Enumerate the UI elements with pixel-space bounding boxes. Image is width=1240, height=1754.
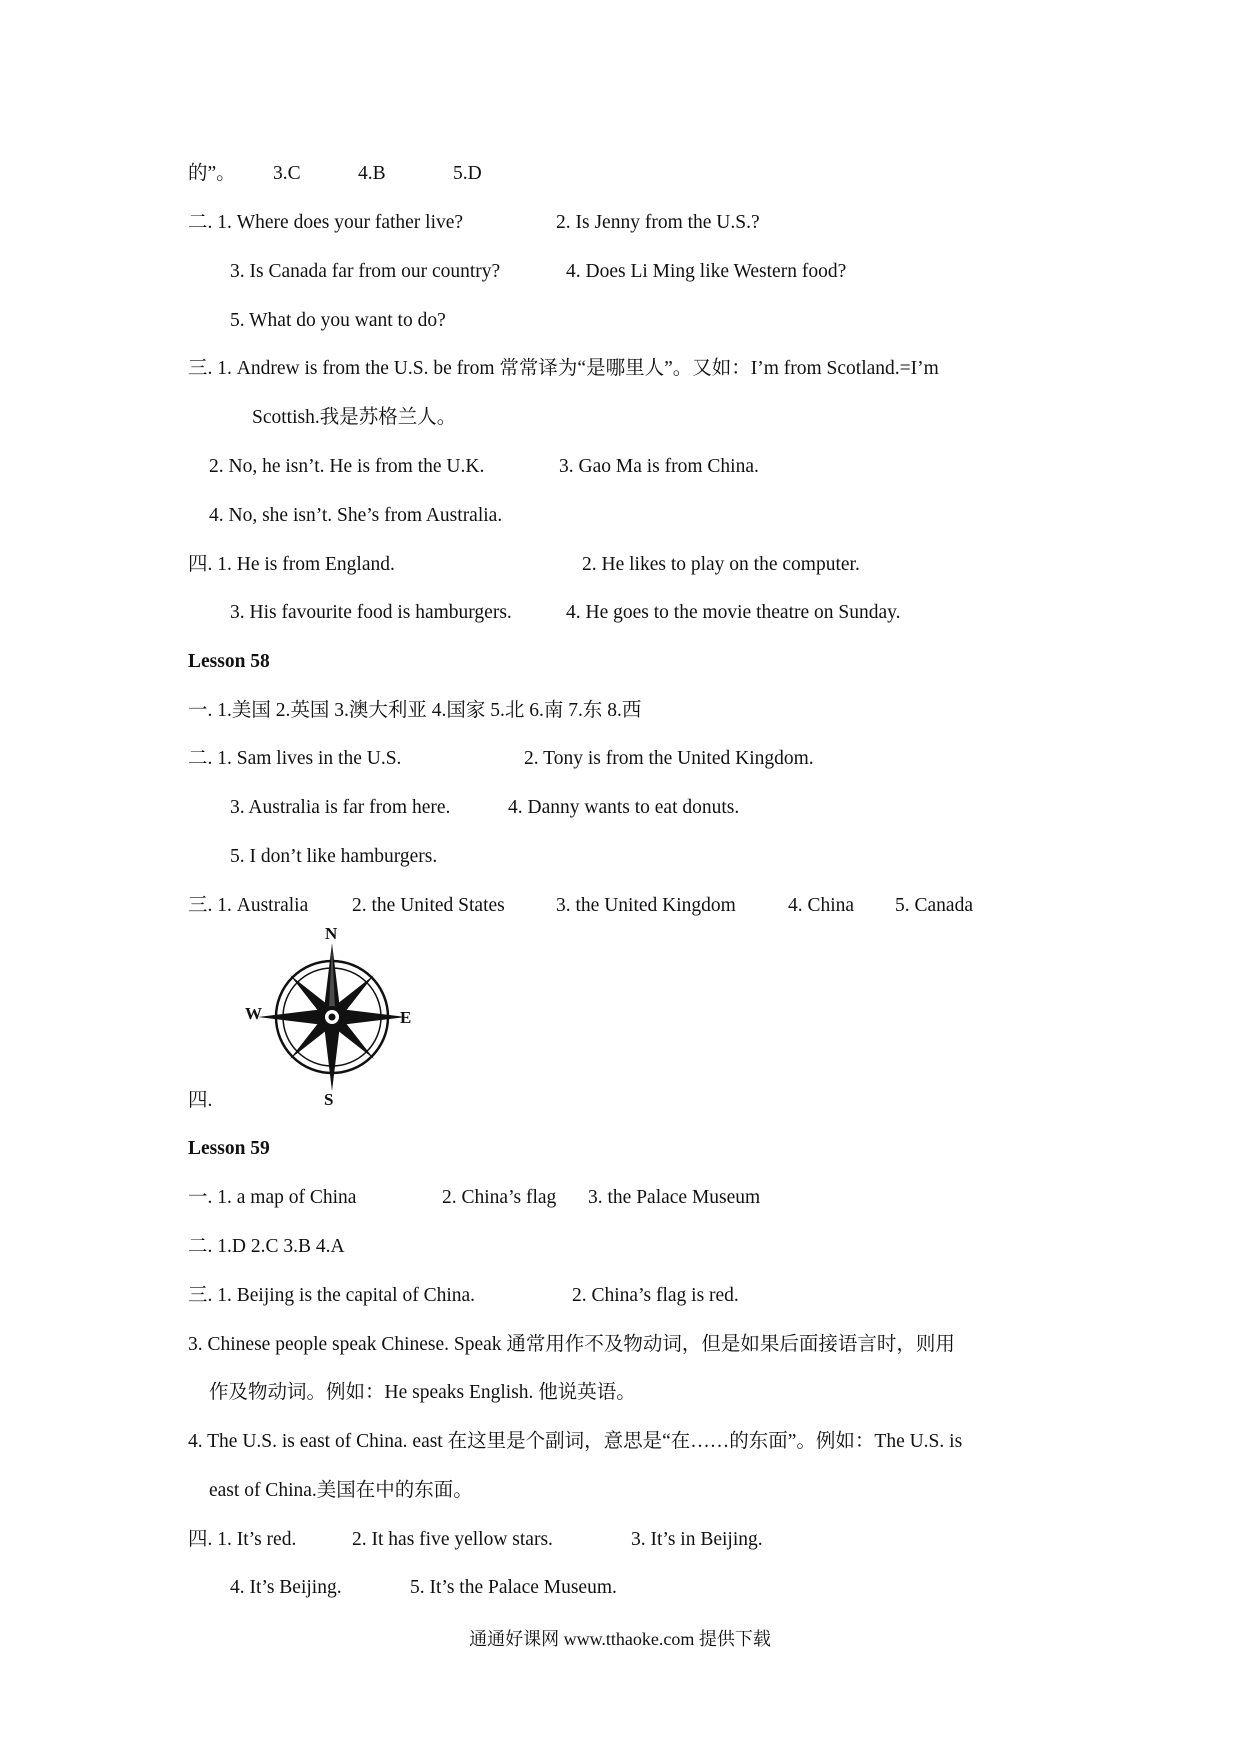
answer-item: 4. Danny wants to eat donuts. [508,797,740,818]
answer-item: 四. [188,1090,213,1111]
answer-item: 3. Australia is far from here. [230,797,451,818]
answer-item: 3. Is Canada far from our country? [230,261,501,282]
answer-item: 2. the United States [352,895,505,916]
answer-item: 5.D [453,163,482,184]
compass-south-label: S [324,1090,334,1109]
answer-item: 一. 1.美国 2.英国 3.澳大利亚 4.国家 5.北 6.南 7.东 8.西 [188,700,642,721]
answer-item: 5. What do you want to do? [230,310,446,331]
answer-item: 2. Tony is from the United Kingdom. [524,748,814,769]
continuation-text: 的”。 [188,163,236,184]
compass-east-label: E [400,1008,412,1027]
answer-item: 三. 1. Beijing is the capital of China. [188,1285,476,1306]
answer-item: 二. 1.D 2.C 3.B 4.A [188,1236,345,1257]
answer-item: 3. Chinese people speak Chinese. Speak 通常用作不及物动词，但是如果后面接语言时，则用 [188,1334,955,1355]
answer-item: 4. The U.S. is east of China. east 在这里是个副词，意思是“在……的东面”。例如：The U.S. is [188,1431,963,1452]
answer-item: 2. China’s flag is red. [572,1285,739,1306]
answer-item: 三. 1. Andrew is from the U.S. be from 常常译为“是哪里人”。又如：I’m from Scotland.=I’m [188,358,939,379]
answer-item: 四. 1. He is from England. [188,554,395,575]
compass-west-label: W [245,1004,262,1023]
compass-rose-icon [240,928,420,1108]
compass-figure [240,924,420,1109]
answer-item: 4. No, she isn’t. She’s from Australia. [209,505,503,526]
answer-item: 作及物动词。例如：He speaks English. 他说英语。 [209,1382,636,1403]
answer-item: east of China.美国在中的东面。 [209,1480,473,1501]
answer-item: 四. 1. It’s red. [188,1529,297,1550]
answer-item: 4.B [358,163,386,184]
answer-item: 三. 1. Australia [188,895,309,916]
answer-item: 4. Does Li Ming like Western food? [566,261,847,282]
answer-item: 4. It’s Beijing. [230,1577,342,1598]
lesson-heading: Lesson 58 [188,651,270,672]
answer-item: 3. the United Kingdom [556,895,736,916]
answer-item: 4. He goes to the movie theatre on Sunday. [566,602,901,623]
answer-item: 2. Is Jenny from the U.S.? [556,212,760,233]
answer-item: 一. 1. a map of China [188,1187,357,1208]
answer-item: 2. China’s flag [442,1187,557,1208]
answer-item: 5. I don’t like hamburgers. [230,846,438,867]
answer-item: 5. Canada [895,895,973,916]
answer-item: 3. His favourite food is hamburgers. [230,602,512,623]
answer-item: 2. It has five yellow stars. [352,1529,553,1550]
answer-item: 5. It’s the Palace Museum. [410,1577,617,1598]
answer-item: 2. He likes to play on the computer. [582,554,860,575]
answer-item: 二. 1. Where does your father live? [188,212,464,233]
page-footer: 通通好课网 www.tthaoke.com 提供下载 [469,1629,771,1649]
answer-item: 二. 1. Sam lives in the U.S. [188,748,402,769]
answer-item: Scottish.我是苏格兰人。 [252,407,457,428]
answer-item: 3. Gao Ma is from China. [559,456,759,477]
answer-item: 3.C [273,163,301,184]
compass-north-label: N [325,924,338,943]
answer-item: 4. China [788,895,855,916]
answer-item: 3. the Palace Museum [588,1187,761,1208]
answer-item: 3. It’s in Beijing. [631,1529,763,1550]
lesson-heading: Lesson 59 [188,1138,270,1159]
answer-item: 2. No, he isn’t. He is from the U.K. [209,456,485,477]
